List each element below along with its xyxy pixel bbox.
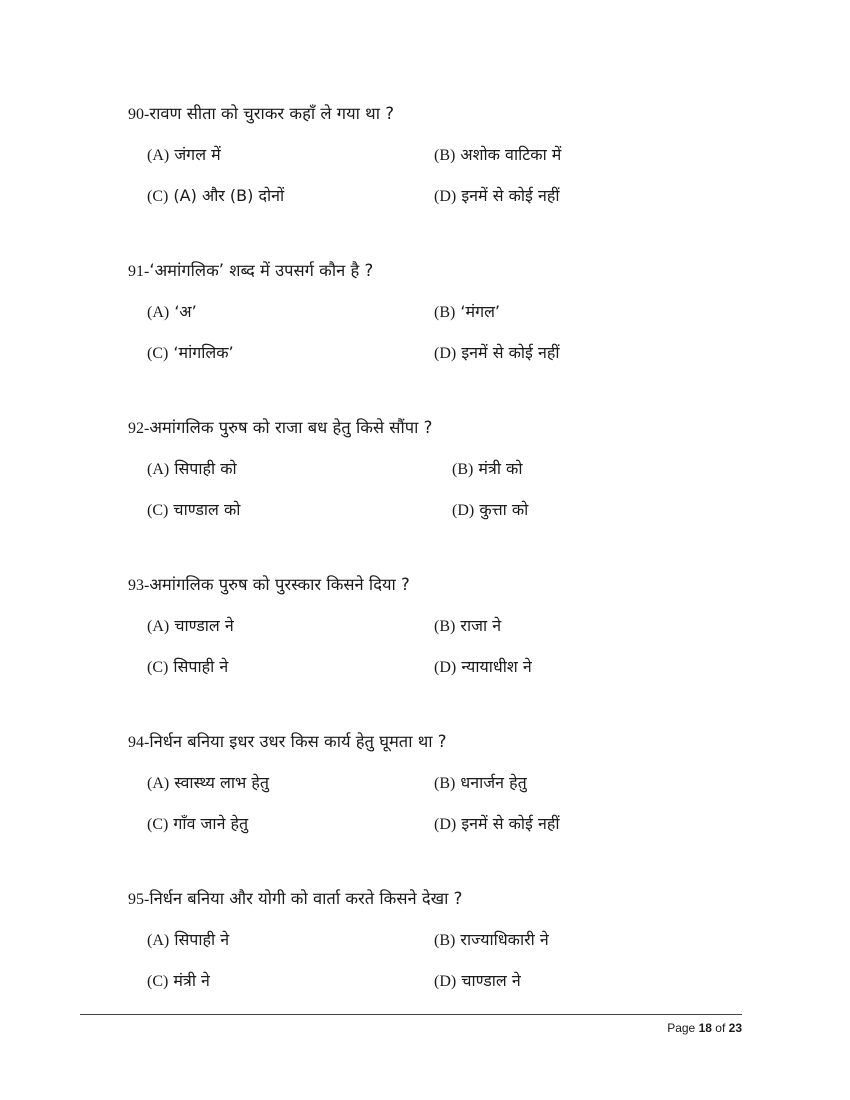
option-b (434, 928, 549, 950)
question-number: 92- (128, 420, 150, 437)
option-text: इनमें से कोई नहीं (461, 186, 560, 205)
option-label: (A) (147, 775, 170, 792)
option-b (434, 614, 501, 636)
option-text: सिपाही को (174, 459, 237, 478)
option-text: अशोक वाटिका में (460, 145, 562, 164)
option-a (147, 457, 237, 479)
option-label: (B) (434, 775, 456, 792)
option-text: (A) और (B) दोनों (173, 186, 285, 205)
option-label: (B) (434, 618, 456, 635)
option-a (147, 614, 234, 636)
option-label: (A) (147, 618, 170, 635)
option-label: (C) (147, 188, 169, 205)
option-label: (C) (147, 973, 169, 990)
option-a (147, 928, 229, 950)
question-94 (128, 729, 447, 752)
question-number: 93- (128, 577, 150, 594)
question-text: अमांगलिक पुरुष को पुरस्कार किसने दिया ? (149, 575, 410, 594)
option-text: जंगल में (174, 145, 221, 164)
option-text: मंत्री को (478, 459, 523, 478)
option-b (434, 300, 500, 322)
option-b (452, 457, 522, 479)
option-text: सिपाही ने (174, 930, 230, 949)
option-a (147, 771, 269, 793)
question-93 (128, 572, 410, 595)
option-c (147, 655, 228, 677)
current-page: 18 (698, 1021, 712, 1035)
question-90 (128, 101, 394, 124)
option-c (147, 812, 248, 834)
footer-divider (80, 1014, 742, 1015)
option-text: कुत्ता को (479, 500, 529, 519)
of-word: of (715, 1021, 726, 1035)
question-number: 90- (128, 106, 150, 123)
option-text: मंत्री ने (173, 971, 210, 990)
option-d (452, 498, 528, 520)
option-d (434, 969, 521, 991)
option-text: चाण्डाल ने (174, 616, 234, 635)
page-word: Page (667, 1021, 696, 1035)
option-d (434, 341, 560, 363)
option-c (147, 969, 210, 991)
option-text: चाण्डाल को (173, 500, 241, 519)
option-a (147, 300, 197, 322)
question-text: अमांगलिक पुरुष को राजा बध हेतु किसे सौंपा ? (149, 418, 433, 437)
option-label: (D) (434, 659, 457, 676)
option-label: (C) (147, 816, 169, 833)
option-label: (D) (434, 345, 457, 362)
option-b (434, 143, 561, 165)
option-text: चाण्डाल ने (461, 971, 521, 990)
option-label: (A) (147, 304, 170, 321)
option-c (147, 498, 240, 520)
option-label: (A) (147, 932, 170, 949)
question-number: 91- (128, 263, 150, 280)
option-label: (A) (147, 461, 170, 478)
page-number (667, 1021, 742, 1035)
option-text: राजा ने (460, 616, 502, 635)
option-label: (D) (434, 973, 457, 990)
question-text: रावण सीता को चुराकर कहाँ ले गया था ? (149, 104, 394, 123)
option-d (434, 812, 560, 834)
option-label: (B) (434, 147, 456, 164)
option-text: स्वास्थ्य लाभ हेतु (174, 773, 269, 792)
question-text: निर्धन बनिया और योगी को वार्ता करते किसने देखा ? (149, 889, 463, 908)
option-text: ‘अ’ (174, 302, 197, 321)
total-pages: 23 (728, 1021, 742, 1035)
option-label: (C) (147, 345, 169, 362)
question-number: 95- (128, 891, 150, 908)
option-label: (D) (434, 188, 457, 205)
option-a (147, 143, 221, 165)
question-92 (128, 415, 432, 438)
option-text: इनमें से कोई नहीं (461, 814, 560, 833)
question-text: ‘अमांगलिक’ शब्द में उपसर्ग कौन है ? (149, 261, 374, 280)
option-label: (D) (434, 816, 457, 833)
option-text: सिपाही ने (173, 657, 229, 676)
question-text: निर्धन बनिया इधर उधर किस कार्य हेतु घूमता था ? (149, 732, 447, 751)
option-label: (B) (434, 304, 456, 321)
question-95 (128, 886, 462, 909)
option-text: ‘मंगल’ (460, 302, 501, 321)
option-text: इनमें से कोई नहीं (461, 343, 560, 362)
option-d (434, 184, 560, 206)
option-c (147, 341, 234, 363)
option-b (434, 771, 527, 793)
option-text: गाँव जाने हेतु (173, 814, 249, 833)
option-d (434, 655, 532, 677)
option-text: राज्याधिकारी ने (460, 930, 549, 949)
option-label: (C) (147, 659, 169, 676)
option-text: धनार्जन हेतु (460, 773, 527, 792)
option-label: (C) (147, 502, 169, 519)
option-c (147, 184, 284, 206)
option-text: न्यायाधीश ने (461, 657, 532, 676)
option-label: (A) (147, 147, 170, 164)
option-text: ‘मांगलिक’ (173, 343, 234, 362)
option-label: (B) (452, 461, 474, 478)
question-number: 94- (128, 734, 150, 751)
question-91 (128, 258, 373, 281)
option-label: (D) (452, 502, 475, 519)
option-label: (B) (434, 932, 456, 949)
